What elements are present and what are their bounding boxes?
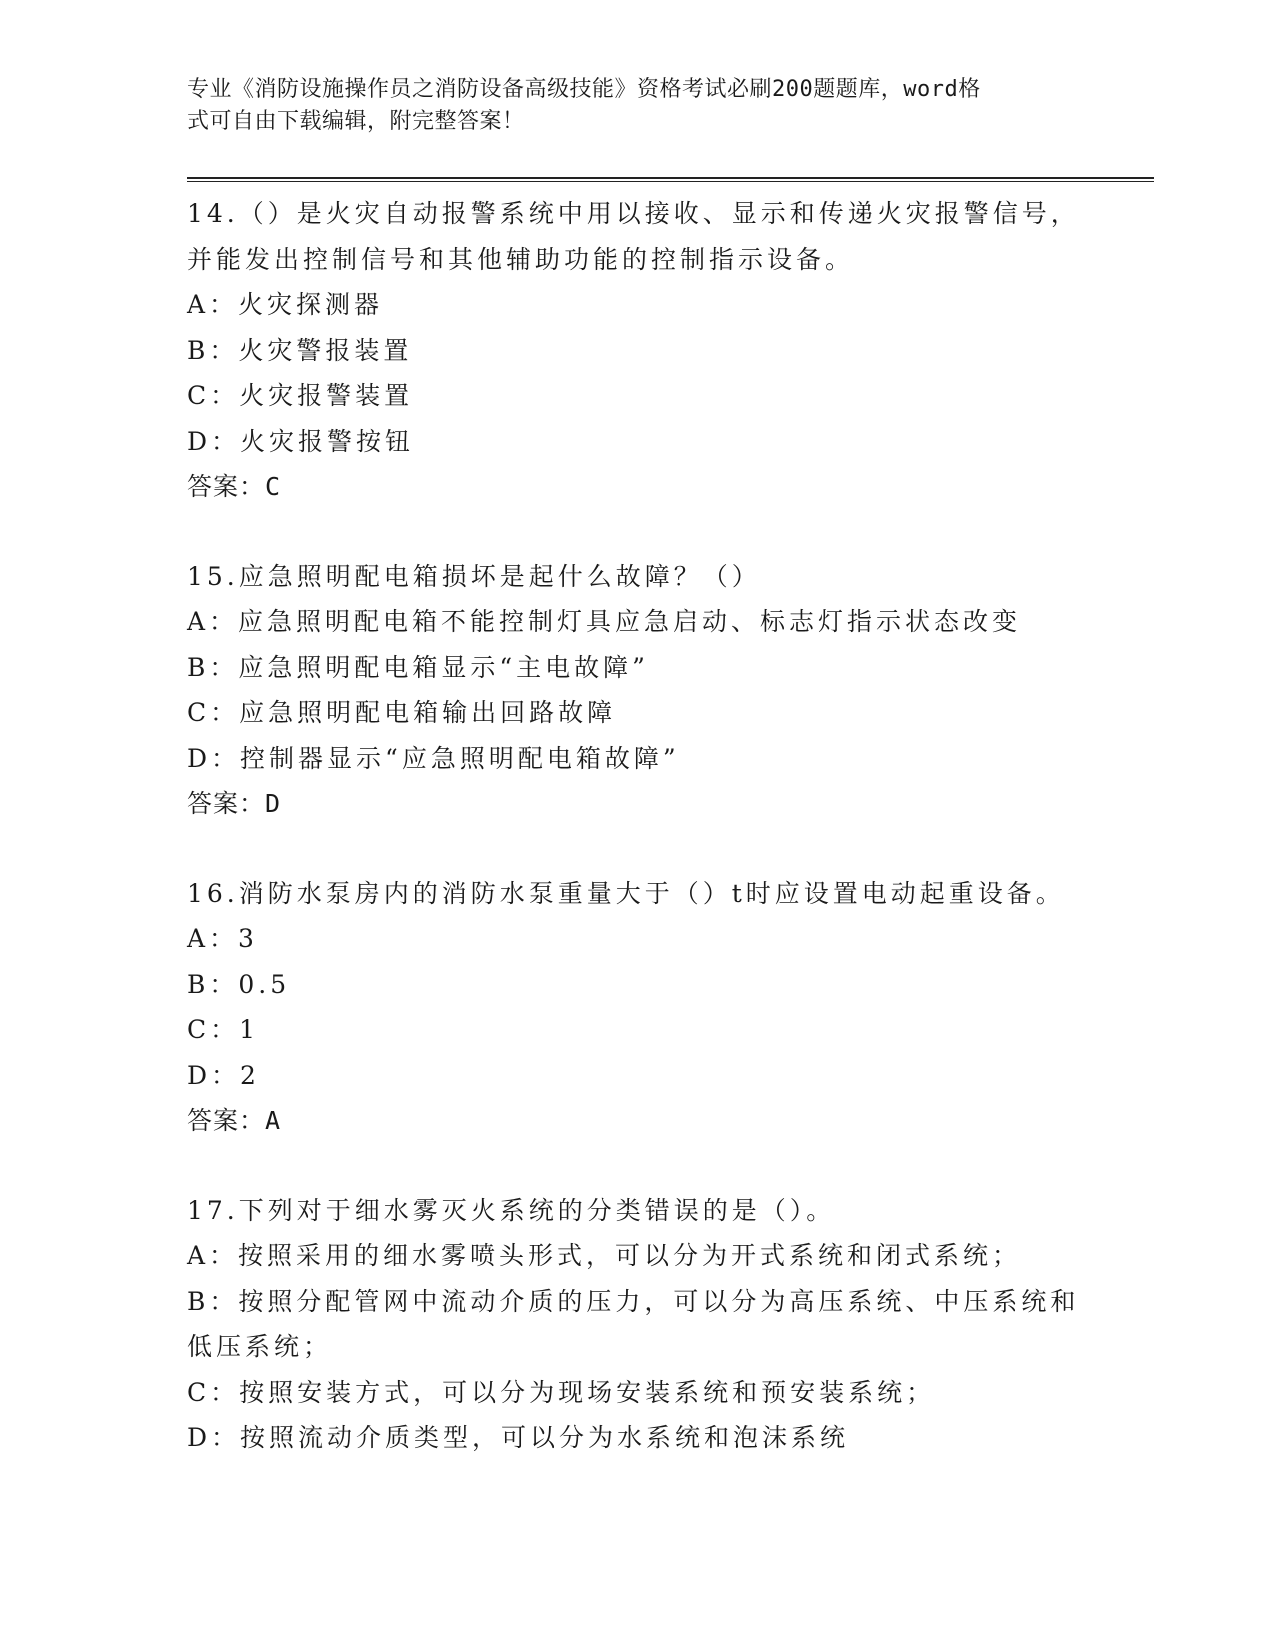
header-line-1: 专业《消防设施操作员之消防设备高级技能》资格考试必刷200题题库，word格 [187,77,981,102]
option-a: A：火灾探测器 [187,290,384,319]
answer-line [187,464,1087,510]
question-stem-line: 17.下列对于细水雾灭火系统的分类错误的是（）。 [187,1195,836,1225]
document-header [187,74,1067,138]
option-b: B：0.5 [187,969,291,999]
question-stem-line: 15.应急照明配电箱损坏是起什么故障？（） [187,561,761,591]
answer-value: C [265,472,282,501]
option-d: D：火灾报警按钮 [187,426,415,456]
question-15 [187,554,1087,827]
option-b-continued: 低压系统； [187,1332,333,1361]
option-a: A：3 [187,924,258,953]
option-c: C：火灾报警装置 [187,381,414,410]
question-14 [187,191,1087,510]
answer-line [187,1098,1087,1144]
answer-value: D [265,789,282,818]
option-d: D：2 [187,1060,260,1090]
header-divider [187,177,1154,182]
answer-label: 答案： [187,472,266,501]
question-stem-line: 16.消防水泵房内的消防水泵重量大于（）t时应设置电动起重设备。 [187,878,1065,908]
answer-label: 答案： [187,1106,266,1135]
option-b: B：按照分配管网中流动介质的压力，可以分为高压系统、中压系统和 [187,1286,1080,1316]
option-c: C：按照安装方式，可以分为现场安装系统和预安装系统； [187,1377,936,1407]
answer-label: 答案： [187,789,266,818]
question-stem-line: 并能发出控制信号和其他辅助功能的控制指示设备。 [187,244,855,274]
answer-value: A [265,1106,282,1135]
question-17 [187,1188,1087,1461]
answer-line [187,781,1087,827]
option-a: A：应急照明配电箱不能控制灯具应急启动、标志灯指示状态改变 [187,607,1022,636]
option-b: B：应急照明配电箱显示“主电故障” [187,652,649,682]
option-d: D：按照流动介质类型，可以分为水系统和泡沫系统 [187,1423,850,1452]
header-line-2: 式可自由下载编辑，附完整答案！ [187,109,525,134]
question-stem-line: 14.（）是火灾自动报警系统中用以接收、显示和传递火灾报警信号， [187,199,1080,228]
question-16 [187,871,1087,1144]
option-d: D：控制器显示“应急照明配电箱故障” [187,743,680,773]
option-b: B：火灾警报装置 [187,335,413,365]
option-a: A：按照采用的细水雾喷头形式，可以分为开式系统和闭式系统； [187,1241,1022,1270]
option-c: C：应急照明配电箱输出回路故障 [187,698,617,727]
option-c: C：1 [187,1015,260,1044]
question-list [187,191,1087,1505]
